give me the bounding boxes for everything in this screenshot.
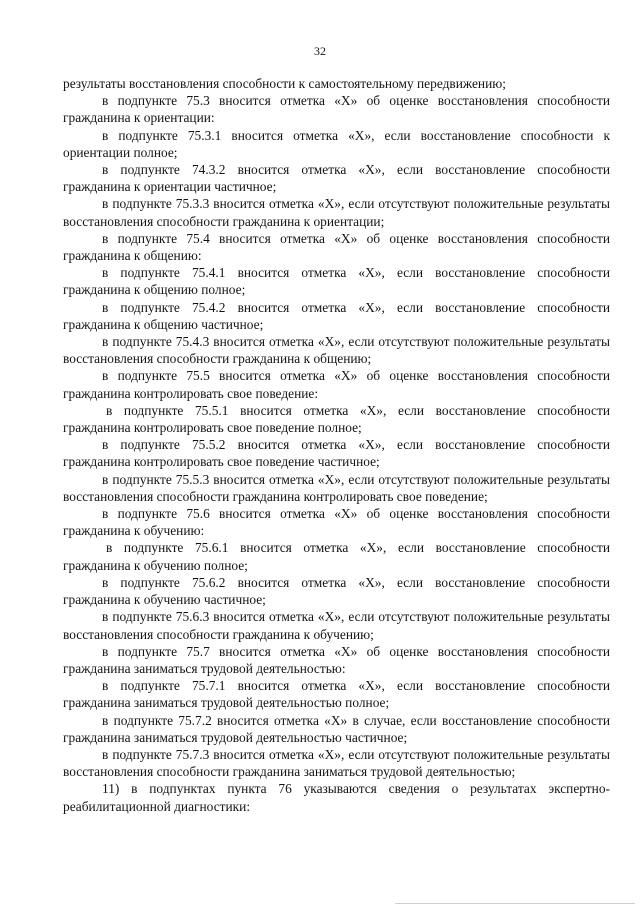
paragraph: в подпункте 75.6.2 вносится отметка «Х», если восстановление способности гражданина к обучению частичное; [63, 574, 610, 608]
paragraph: в подпункте 75.3.1 вносится отметка «Х», если восстановление способности к ориентации полное; [63, 127, 610, 160]
paragraph: в подпункте 75.3 вносится отметка «Х» об оценке восстановления способности гражданина к ориентации: [63, 93, 610, 126]
page-number: 32 [314, 44, 326, 58]
paragraph: в подпункте 75.3.3 вносится отметка «Х», если отсутствуют положительные результаты восстановления способности гражданина к ориентации; [63, 196, 610, 229]
paragraph: в подпункте 75.6.1 вносится отметка «Х», если восстановление способности гражданина к обучению полное; [63, 540, 610, 573]
paragraph: в подпункте 74.3.2 вносится отметка «Х», если восстановление способности гражданина к ориентации частичное; [63, 162, 610, 195]
paragraph: в подпункте 75.7.1 вносится отметка «Х», если восстановление способности гражданина заниматься трудовой деятельностью полное; [63, 678, 610, 711]
paragraph: в подпункте 75.5 вносится отметка «Х» об оценке восстановления способности гражданина контролировать свое поведение: [63, 368, 610, 401]
paragraph: в подпункте 75.5.2 вносится отметка «Х», если восстановление способности гражданина контролировать свое поведение частичное; [63, 437, 610, 470]
paragraph: в подпункте 75.4.3 вносится отметка «Х», если отсутствуют положительные результаты восстановления способности гражданина к общению; [63, 334, 610, 367]
paragraph: в подпункте 75.4.1 вносится отметка «Х», если восстановление способности гражданина к общению полное; [63, 265, 610, 298]
paragraph: в подпункте 75.5.1 вносится отметка «Х», если восстановление способности гражданина контролировать свое поведение полное; [63, 402, 610, 436]
paragraph: в подпункте 75.6.3 вносится отметка «Х», если отсутствуют положительные результаты восстановления способности гражданина к обучению; [63, 609, 610, 642]
paragraph: в подпункте 75.7.2 вносится отметка «Х» в случае, если восстановление способности гражданина заниматься трудовой деятельностью частичное; [63, 712, 610, 745]
paragraph: в подпункте 75.4 вносится отметка «Х» об оценке восстановления способности гражданина к общению: [63, 230, 610, 264]
paragraph: 11) в подпунктах пункта 76 указываются сведения о результатах экспертно-реабилитационной диагностики: [63, 781, 610, 814]
paragraph: в подпункте 75.6 вносится отметка «Х» об оценке восстановления способности гражданина к обучению: [63, 506, 610, 539]
paragraph: в подпункте 75.4.2 вносится отметка «Х», если восстановление способности гражданина к общению частичное; [63, 299, 610, 332]
scan-edge-divider [395, 903, 635, 904]
paragraph: в подпункте 75.7 вносится отметка «Х» об оценке восстановления способности гражданина заниматься трудовой деятельностью: [63, 643, 610, 676]
paragraph: результаты восстановления способности к самостоятельному передвижению; [63, 76, 506, 91]
paragraph: в подпункте 75.5.3 вносится отметка «Х», если отсутствуют положительные результаты восстановления способности гражданина контролировать свое поведение; [63, 471, 610, 504]
paragraph: в подпункте 75.7.3 вносится отметка «Х», если отсутствуют положительные результаты восстановления способности гражданина заниматься трудовой деятельностью; [63, 746, 610, 780]
document-body [63, 75, 610, 815]
